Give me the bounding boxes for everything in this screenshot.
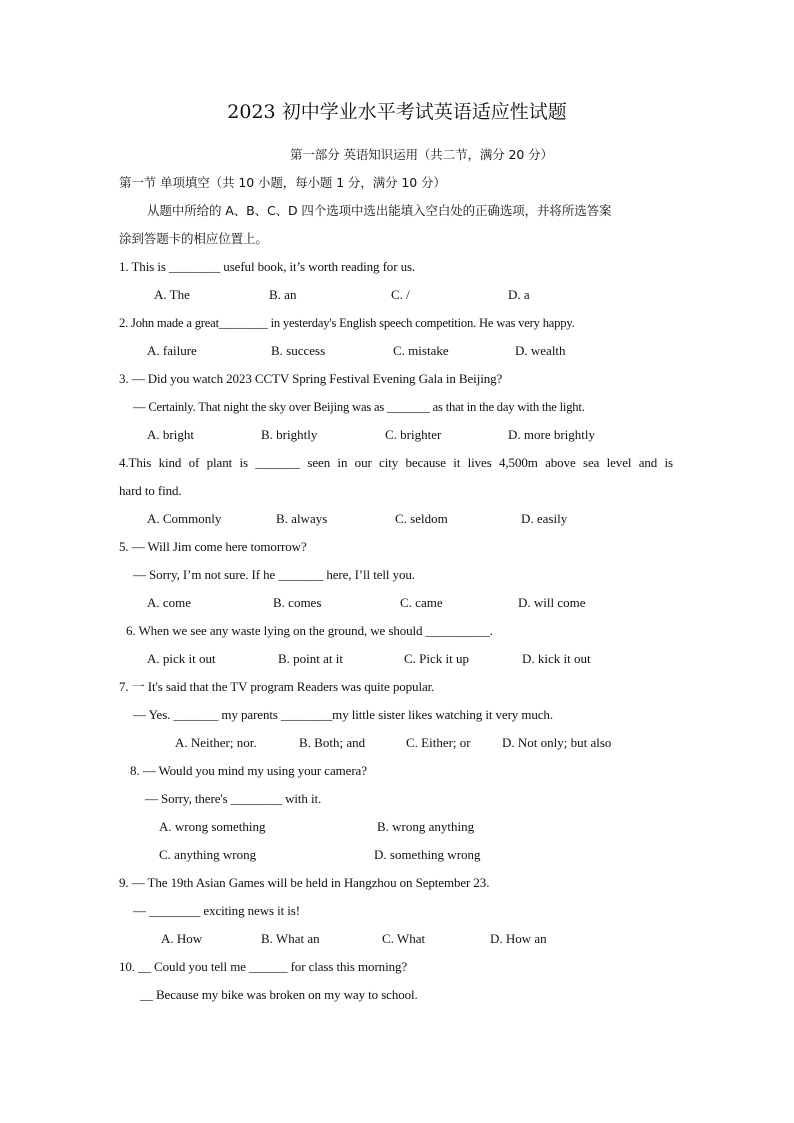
question-9-option-c: C. What <box>382 931 426 946</box>
question-7-option-a: A. Neither; nor. <box>175 735 257 750</box>
question-1-option-c: C. / <box>391 287 410 302</box>
part-heading: 第一部分 英语知识运用（共二节，满分 20 分） <box>290 147 553 162</box>
question-6-stem: 6. When we see any waste lying on the ground, we should __________. <box>126 623 493 638</box>
instruction-line-2: 涂到答题卡的相应位置上。 <box>119 231 268 246</box>
question-7-option-c: C. Either; or <box>406 735 471 750</box>
question-9-stem: 9. — The 19th Asian Games will be held in Hangzhou on September 23. <box>119 875 490 890</box>
question-4-option-a: A. Commonly <box>147 511 222 526</box>
question-4-option-c: C. seldom <box>395 511 448 526</box>
question-8-option-b: B. wrong anything <box>377 819 475 834</box>
question-4-stem-continued: hard to find. <box>119 483 182 498</box>
question-2-option-a: A. failure <box>147 343 197 358</box>
question-5-option-c: C. came <box>400 595 443 610</box>
question-10-reply: __ Because my bike was broken on my way to school. <box>140 987 418 1002</box>
question-8-option-a: A. wrong something <box>159 819 266 834</box>
question-9-reply: — ________ exciting news it is! <box>133 903 300 918</box>
question-6-option-d: D. kick it out <box>522 651 591 666</box>
question-5-option-a: A. come <box>147 595 192 610</box>
question-5-stem: 5. — Will Jim come here tomorrow? <box>119 539 307 554</box>
question-4-stem: 4.This kind of plant is _______ seen in our city because it lives 4,500m above sea level and is <box>119 455 673 470</box>
question-5-option-d: D. will come <box>518 595 586 610</box>
question-1-stem: 1. This is ________ useful book, it’s worth reading for us. <box>119 259 416 274</box>
question-10-stem: 10. __ Could you tell me ______ for class this morning? <box>119 959 408 974</box>
question-7-reply: — Yes. _______ my parents ________my little sister likes watching it very much. <box>133 707 553 722</box>
question-5-option-b: B. comes <box>273 595 322 610</box>
question-4-option-d: D. easily <box>521 511 568 526</box>
question-8-option-d: D. something wrong <box>374 847 481 862</box>
question-2-option-b: B. success <box>271 343 326 358</box>
question-1-option-a: A. The <box>154 287 190 302</box>
question-1-option-b: B. an <box>269 287 297 302</box>
question-8-stem: 8. — Would you mind my using your camera? <box>130 763 367 778</box>
question-6-option-b: B. point at it <box>278 651 343 666</box>
section-heading: 第一节 单项填空（共 10 小题，每小题 1 分，满分 10 分） <box>119 175 446 190</box>
question-7-stem: 7. 一 It's said that the TV program Readers was quite popular. <box>119 679 435 694</box>
question-3-reply: — Certainly. That night the sky over Beijing was as _______ as that in the day with the light. <box>133 400 585 414</box>
question-8-option-c: C. anything wrong <box>159 847 257 862</box>
question-9-option-a: A. How <box>161 931 203 946</box>
question-3-option-d: D. more brightly <box>508 427 596 442</box>
question-2-option-d: D. wealth <box>515 343 566 358</box>
question-8-reply: — Sorry, there's ________ with it. <box>145 791 322 806</box>
question-2-option-c: C. mistake <box>393 343 449 358</box>
exam-title: 2023 初中学业水平考试英语适应性试题 <box>227 101 567 123</box>
question-3-option-a: A. bright <box>147 427 194 442</box>
question-4-option-b: B. always <box>276 511 328 526</box>
question-3-option-c: C. brighter <box>385 427 442 442</box>
question-9-option-b: B. What an <box>261 931 320 946</box>
question-6-option-c: C. Pick it up <box>404 651 470 666</box>
question-1-option-d: D. a <box>508 287 530 302</box>
question-3-option-b: B. brightly <box>261 427 318 442</box>
question-9-option-d: D. How an <box>490 931 547 946</box>
question-7-option-d: D. Not only; but also <box>502 735 612 750</box>
question-3-stem: 3. — Did you watch 2023 CCTV Spring Festival Evening Gala in Beijing? <box>119 371 503 386</box>
instruction-line-1: 从题中所给的 A、B、C、D 四个选项中选出能填入空白处的正确选项，并将所选答案 <box>147 203 612 218</box>
question-2-stem: 2. John made a great________ in yesterday's English speech competition. He was very happy. <box>119 316 575 330</box>
question-5-reply: — Sorry, I’m not sure. If he _______ here, I’ll tell you. <box>133 567 415 582</box>
question-6-option-a: A. pick it out <box>147 651 216 666</box>
question-7-option-b: B. Both; and <box>299 735 366 750</box>
